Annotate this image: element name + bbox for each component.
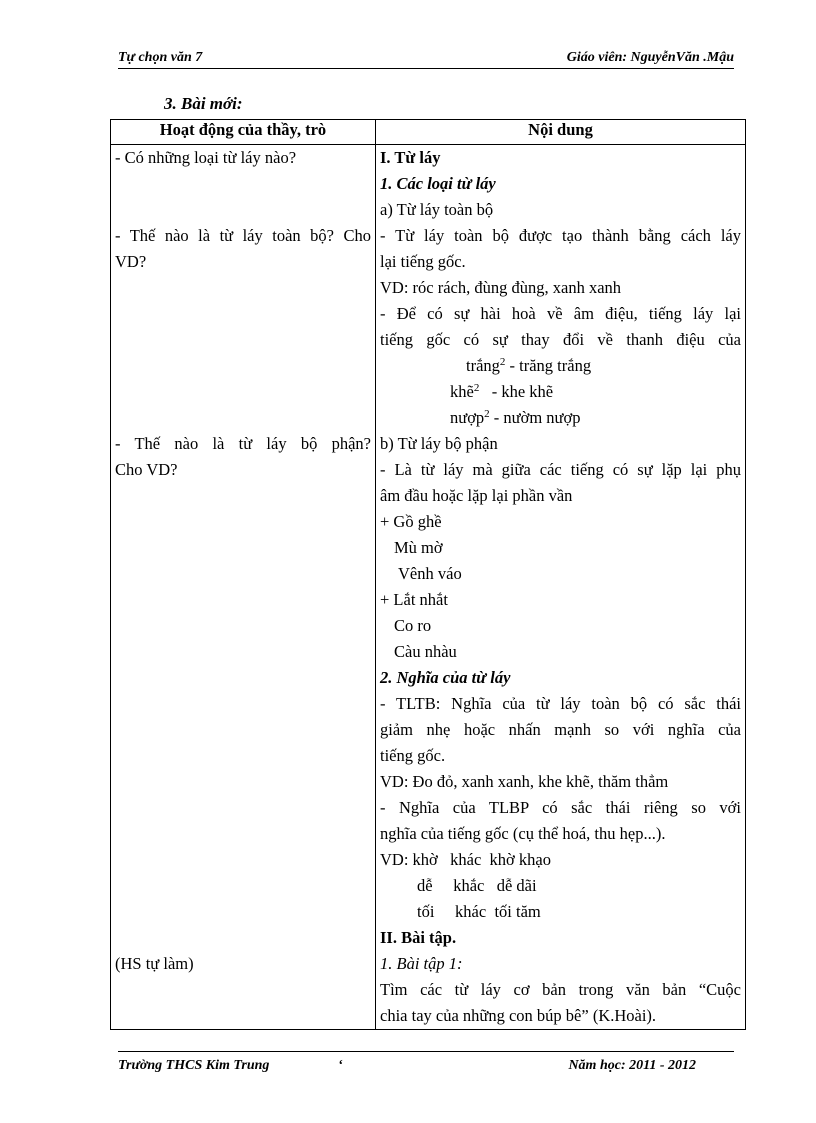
superscript: 2 <box>499 356 506 368</box>
example-word: nượp <box>450 408 485 427</box>
content-line: - Là từ láy mà giữa các tiếng có sự lặp lại phụ <box>380 460 741 479</box>
content-line: Mù mờ <box>394 538 443 557</box>
example-word: trắng <box>466 356 500 375</box>
content-line: VD: róc rách, đùng đùng, xanh xanh <box>380 278 622 297</box>
example-result: - khe khẽ <box>479 382 554 401</box>
footer-school: Trường THCS Kim Trung <box>118 1058 270 1073</box>
subheading-cac-loai: 1. Các loại từ láy <box>380 174 496 193</box>
question-1: - Có những loại từ láy nào? <box>115 148 297 167</box>
content-line: Càu nhàu <box>394 642 457 661</box>
content-line: tiếng gốc. <box>380 746 446 765</box>
example-result: - nườm nượp <box>489 408 581 427</box>
content-cell <box>376 145 746 1030</box>
heading-tu-lay: I. Từ láy <box>380 148 441 167</box>
content-line: Vênh váo <box>398 564 462 583</box>
content-line: VD: Đo đỏ, xanh xanh, khe khẽ, thăm thẳm <box>380 772 669 791</box>
example-nuop <box>380 405 741 431</box>
content-line: b) Từ láy bộ phận <box>380 434 498 453</box>
content-line: chia tay của những con búp bê” (K.Hoài). <box>380 1006 657 1025</box>
content-line: - Để có sự hài hoà về âm điệu, tiếng láy lại <box>380 304 741 323</box>
example-trang <box>380 353 741 379</box>
content-line: a) Từ láy toàn bộ <box>380 200 494 219</box>
superscript: 2 <box>484 408 490 420</box>
content-line: - Từ láy toàn bộ được tạo thành bằng cách láy <box>380 226 741 245</box>
question-2-line1: - Thế nào là từ láy toàn bộ? Cho <box>115 226 371 245</box>
question-2-line2: VD? <box>115 252 147 271</box>
question-3-line1: - Thế nào là từ láy bộ phận? <box>115 434 371 453</box>
table-header-row <box>111 120 746 145</box>
content-line: tối khác tối tăm <box>417 902 541 921</box>
footer-mark: ‘ <box>338 1058 343 1073</box>
header-subject: Tự chọn văn 7 <box>118 50 203 65</box>
content-line: VD: khờ khác khờ khạo <box>380 850 551 869</box>
content-line: dễ khắc dễ dãi <box>417 876 537 895</box>
content-line: lại tiếng gốc. <box>380 252 466 271</box>
heading-bai-tap: II. Bài tập. <box>380 928 457 947</box>
page-header <box>118 48 734 69</box>
question-4: (HS tự làm) <box>115 954 194 973</box>
example-result: - trăng trắng <box>505 356 592 375</box>
content-line: âm đầu hoặc lặp lại phần vần <box>380 486 573 505</box>
footer-school-year: Năm học: 2011 - 2012 <box>568 1058 696 1073</box>
content-line: - TLTB: Nghĩa của từ láy toàn bộ có sắc thái <box>380 694 741 713</box>
page-footer <box>118 1051 734 1078</box>
example-khe <box>380 379 741 405</box>
example-word: khẽ <box>450 382 474 401</box>
content-line: Tìm các từ láy cơ bản trong văn bản “Cuộc <box>380 980 741 999</box>
content-line: - Nghĩa của TLBP có sắc thái riêng so với <box>380 798 741 817</box>
question-3-line2: Cho VD? <box>115 460 178 479</box>
subheading-bai-tap-1: 1. Bài tập 1: <box>380 954 463 973</box>
content-line: + Gồ ghề <box>380 512 442 531</box>
table-row <box>111 145 746 1030</box>
superscript: 2 <box>473 382 480 394</box>
content-line: giảm nhẹ hoặc nhấn mạnh so với nghĩa của <box>380 720 741 739</box>
content-line: tiếng gốc có sự thay đổi về thanh điệu của <box>380 330 741 349</box>
col-activity-header: Hoạt động của thầy, trò <box>111 120 376 145</box>
lesson-table <box>110 119 746 1030</box>
header-teacher: Giáo viên: NguyễnVăn .Mậu <box>566 50 734 65</box>
content-line: Co ro <box>394 616 432 635</box>
activity-cell <box>111 145 376 1030</box>
content-line: + Lắt nhắt <box>380 590 448 609</box>
subheading-nghia: 2. Nghĩa của từ láy <box>380 668 511 687</box>
col-content-header: Nội dung <box>376 120 746 145</box>
section-title: 3. Bài mới: <box>164 94 243 113</box>
content-line: nghĩa của tiếng gốc (cụ thể hoá, thu hẹp...). <box>380 824 666 843</box>
